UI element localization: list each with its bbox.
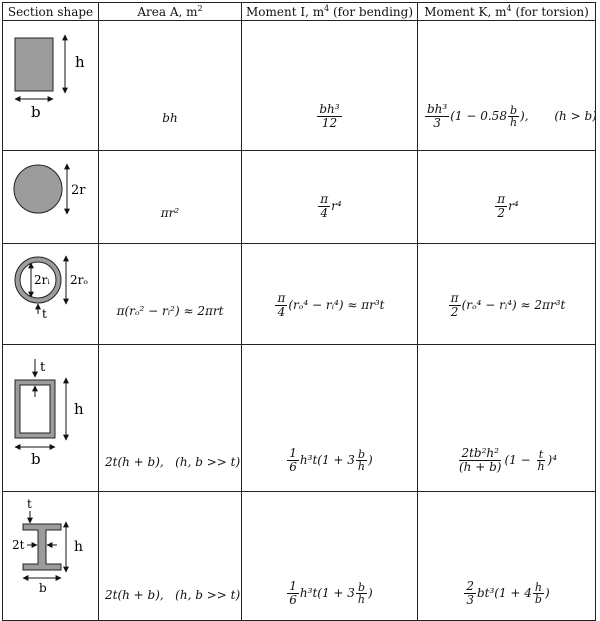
moment-k-cell: [418, 21, 596, 151]
moment-k-cell: [418, 492, 596, 621]
rectangle-section-icon: [3, 21, 98, 146]
dimension-label-b: b: [39, 581, 47, 595]
section-properties-table: [2, 2, 596, 621]
header-moment-i: Moment I, $m^4$ (for bending): [242, 3, 418, 21]
moment-k-cell: [418, 151, 596, 244]
area-cell: [99, 244, 242, 345]
moment-i-formula: $\frac{1}{6}$ h³t(1 + 3 $\frac{b}{h}$ ): [289, 446, 373, 474]
moment-i-formula: $\frac{1}{6}$ h³t(1 + 3 $\frac{b}{h}$ ): [289, 579, 373, 607]
table-row: [3, 21, 596, 151]
rectangle-shape: [15, 38, 53, 91]
moment-k-formula: $\frac{\pi}{2}$ (rₒ⁴ − rᵢ⁴) ≈ 2πr³t: [450, 291, 566, 319]
area-formula: π(rₒ² − rᵢ²) ≈ 2πrt: [116, 304, 224, 318]
moment-k-formula: $\frac{\text{bh³}}{3}$ (1 − 0.58 $\frac{b}{h}$ ), (h > b): [427, 102, 597, 130]
moment-k-cell: [418, 244, 596, 345]
i-beam-section-icon: [3, 492, 98, 616]
box-section-icon: [3, 345, 98, 487]
moment-k-formula: $\frac{\text{2tb²h²}}{(h + b)}$ (1 − $\frac{t}{h}$ )⁴: [458, 446, 558, 474]
moment-i-formula: $\frac{\text{bh³}}{12}$: [319, 102, 340, 130]
circle-shape: [14, 165, 62, 213]
dimension-label-h: h: [74, 539, 84, 555]
area-cell: [99, 21, 242, 151]
shape-cell: [3, 244, 99, 345]
shape-cell: [3, 21, 99, 151]
area-cell: [99, 345, 242, 492]
i-beam-shape: [23, 524, 61, 570]
moment-i-formula: $\frac{\pi}{4}$ (rₒ⁴ − rᵢ⁴) ≈ πr³t: [277, 291, 385, 319]
area-cell: [99, 151, 242, 244]
area-formula: bh: [162, 111, 178, 125]
moment-k-formula: $\frac{2}{3}$ bt³(1 + 4 $\frac{h}{b}$ ): [466, 579, 550, 607]
moment-i-cell: [242, 244, 418, 345]
dimension-label-h: h: [75, 53, 85, 71]
moment-i-cell: [242, 151, 418, 244]
dimension-label-t: t: [40, 360, 46, 375]
moment-i-formula: $\frac{\pi}{4}$ r⁴: [320, 192, 342, 220]
moment-i-cell: [242, 492, 418, 621]
table-row: [3, 151, 596, 244]
header-moment-k: Moment K, $m^4$ (for torsion): [418, 3, 596, 21]
dimension-label-b: b: [31, 103, 41, 121]
header-section-shape: Section shape: [3, 3, 99, 21]
dimension-label-2ri: 2rᵢ: [34, 273, 50, 287]
dimension-label-2r: 2r: [71, 183, 86, 198]
dimension-label-b: b: [31, 450, 41, 468]
dimension-label-2ro: 2rₒ: [70, 273, 88, 287]
dimension-label-h: h: [74, 400, 84, 418]
area-formula: 2t(h + b), (h, b >> t): [105, 588, 241, 602]
area-formula: πr²: [160, 206, 180, 220]
table-row: [3, 244, 596, 345]
dimension-label-t: t: [42, 307, 47, 321]
moment-i-cell: [242, 345, 418, 492]
header-area: Area A, $m^2$: [99, 3, 242, 21]
shape-cell: [3, 492, 99, 621]
area-formula: 2t(h + b), (h, b >> t): [105, 455, 241, 469]
moment-i-cell: [242, 21, 418, 151]
shape-cell: [3, 151, 99, 244]
table-row: [3, 492, 596, 621]
table-row: [3, 345, 596, 492]
circle-section-icon: [3, 151, 98, 239]
dimension-label-2t: 2t: [12, 538, 25, 552]
tube-section-icon: [3, 244, 98, 340]
shape-cell: [3, 345, 99, 492]
header-row: [3, 3, 596, 21]
moment-k-formula: $\frac{\pi}{2}$ r⁴: [497, 192, 519, 220]
area-cell: [99, 492, 242, 621]
dimension-label-t: t: [27, 497, 32, 511]
moment-k-cell: [418, 345, 596, 492]
